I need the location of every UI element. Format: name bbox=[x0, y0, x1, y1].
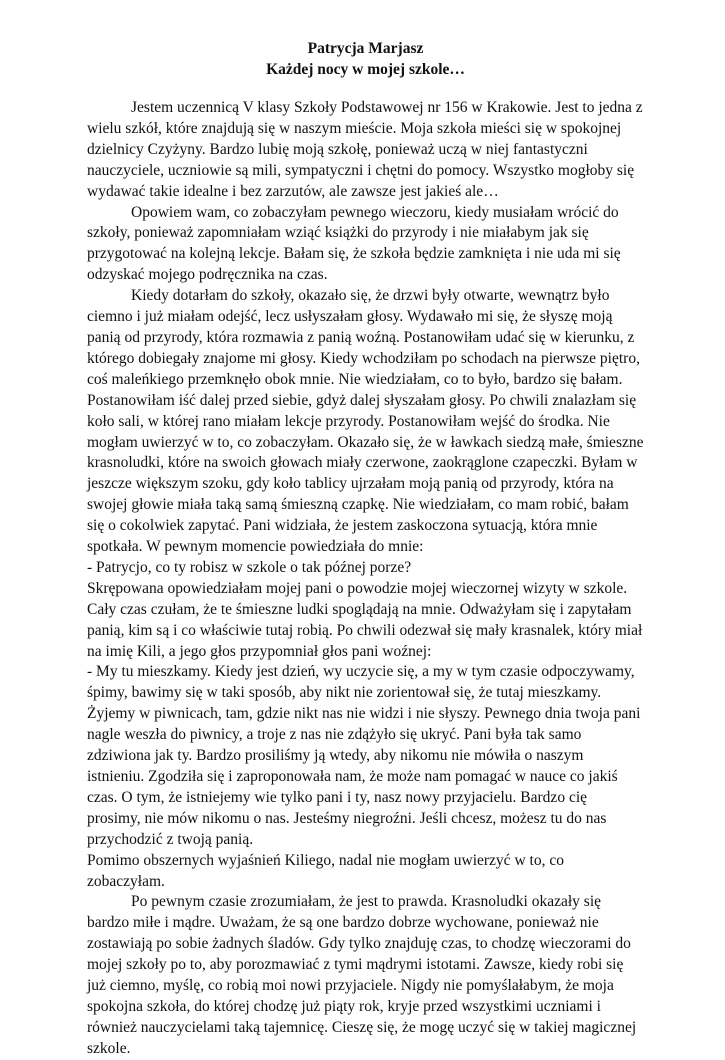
paragraph: Po pewnym czasie zrozumiałam, że jest to prawda. Krasnoludki okazały się bardzo miłe i mądre. Uważam, że są one bardzo dobrze wychowane, ponieważ nie zostawiają po sobie żadnych śladów. Gdy tylko znajduję czas, to chodzę wieczorami do mojej szkoły po to, aby porozmawiać z tymi mądrymi istotami. Zawsze, kiedy robi się już ciemno, myślę, co robią moi nowi przyjaciele. Nigdy nie pomyślałabym, że moja spokojna szkoła, do której chodzę już piąty rok, kryje przed wszystkimi uczniami i również nauczycielami taką tajemnicę. Cieszę się, że mogę uczyć się w takiej magicznej szkole. bbox=[87, 893, 637, 1057]
paragraph: Kiedy dotarłam do szkoły, okazało się, że drzwi były otwarte, wewnątrz było ciemno i już miałam odejść, lecz usłyszałam głosy. Wydawało mi się, że słyszę moją panią od przyrody, która rozmawia z panią woźną. Postanowiłam udać się w kierunku, z którego dobiegały znajome mi głosy. Kiedy wchodziłam po schodach na pierwsze piętro, coś maleńkiego przemknęło obok mnie. Nie wiedziałam, co to było, bardzo się bałam. Postanowiłam iść dalej przed siebie, gdyż dalej słyszałam głosy. Po chwili znalazłam się koło sali, w której rano miałam lekcje przyrody. Postanowiłam wejść do środka. Nie mogłam uwierzyć w to, co zobaczyłam. Okazało się, że w ławkach siedzą małe, śmieszne krasnoludki, które na swoich głowach miały czerwone, zaokrąglone czapeczki. Byłam w jeszcze większym szoku, gdy koło tablicy ujrzałam moją panią od przyrody, która na swojej głowie miała taką samą śmieszną czapkę. Nie wiedziałam, co mam robić, bałam się o cokolwiek zapytać. Pani widziała, że jestem zaskoczona sytuacją, która mnie spotkała. W pewnym momencie powiedziała do mnie: bbox=[87, 287, 644, 556]
document-header bbox=[87, 38, 644, 80]
paragraph: Pomimo obszernych wyjaśnień Kiliego, nadal nie mogłam uwierzyć w to, co zobaczyłam. bbox=[87, 851, 564, 890]
dialogue-line: - Patrycjo, co ty robisz w szkole o tak późnej porze? bbox=[87, 558, 412, 576]
paragraph: Skrępowana opowiedziałam mojej pani o powodzie mojej wieczornej wizyty w szkole. Cały czas czułam, że te śmieszne ludki spoglądają na mnie. Odważyłam się i zapytałam panią, kim są i co właściwie tutaj robią. Po chwili odezwał się mały krasnalek, który miał na imię Kili, a jego głos przypomniał głos pani woźnej: bbox=[87, 579, 643, 660]
paragraph: Opowiem wam, co zobaczyłam pewnego wieczoru, kiedy musiałam wrócić do szkoły, ponieważ zapomniałam wziąć książki do przyrody i nie miałabym jak się przygotować na kolejną lekcje. Bałam się, że szkoła będzie zamknięta i nie uda mi się odzyskać mojego podręcznika na czas. bbox=[87, 203, 621, 284]
document-body bbox=[87, 98, 644, 1060]
author-name: Patrycja Marjasz bbox=[307, 40, 424, 57]
dialogue-line: - My tu mieszkamy. Kiedy jest dzień, wy uczycie się, a my w tym czasie odpoczywamy, śpimy, bawimy się w taki sposób, aby nikt nie zorientował się, że tutaj mieszkamy. Żyjemy w piwnicach, tam, gdzie nikt nas nie widzi i nie słyszy. Pewnego dnia twoja pani nagle weszła do piwnicy, a troje z nas nie zdążyło się ukryć. Pani była tak samo zdziwiona jak ty. Bardzo prosiliśmy ją wtedy, aby nikomu nie mówiła o naszym istnieniu. Zgodziła się i zaproponowała nam, że może nam pomagać w nauce co jakiś czas. O tym, że istniejemy wie tylko pani i ty, nasz nowy przyjacielu. Bardzo cię prosimy, nie mów nikomu o nas. Jesteśmy niegroźni. Jeśli chcesz, możesz tu do nas przychodzić z twoją panią. bbox=[87, 663, 641, 848]
document-title: Każdej nocy w mojej szkole… bbox=[266, 61, 465, 78]
document-page bbox=[87, 38, 644, 1060]
paragraph: Jestem uczennicą V klasy Szkoły Podstawowej nr 156 w Krakowie. Jest to jedna z wielu szkół, które znajdują się w naszym mieście. Moja szkoła mieści się w spokojnej dzielnicy Czyżyny. Bardzo lubię moją szkołę, ponieważ uczą w niej fantastyczni nauczyciele, uczniowie są mili, sympatyczni i chętni do pomocy. Wszystko mogłoby się wydawać takie idealne i bez zarzutów, ale zawsze jest jakieś ale… bbox=[87, 99, 643, 200]
